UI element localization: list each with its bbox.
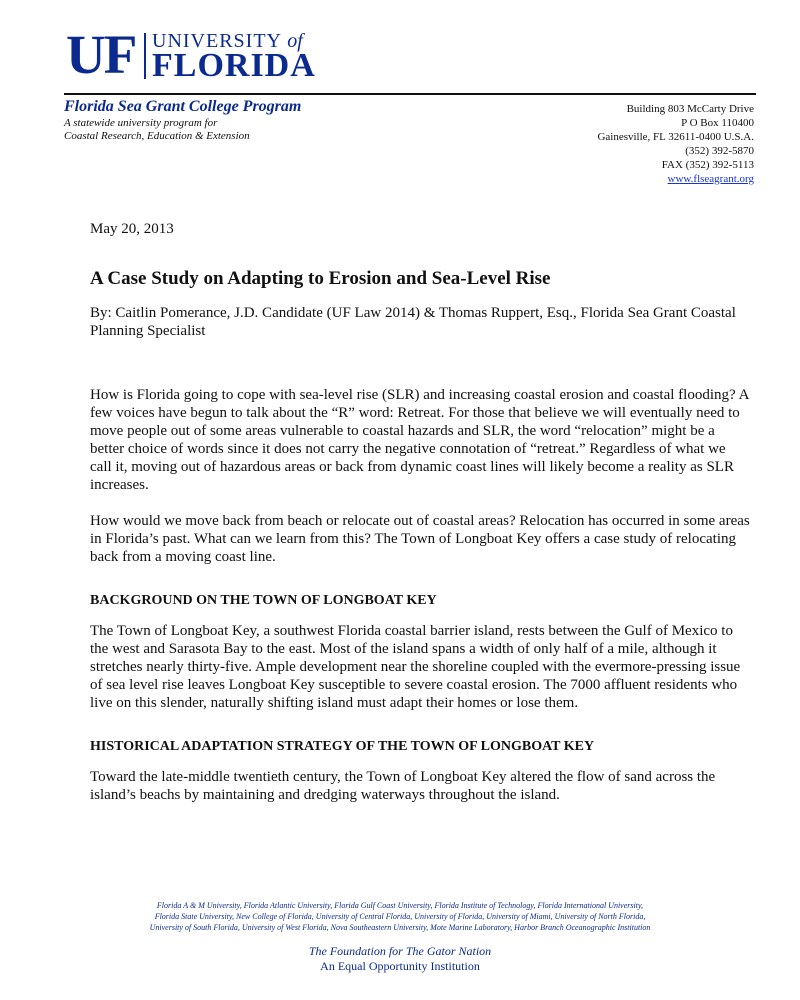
tagline-line: Coastal Research, Education & Extension — [64, 130, 250, 142]
section-heading-background: BACKGROUND ON THE TOWN OF LONGBOAT KEY — [90, 593, 437, 608]
program-tagline — [64, 117, 250, 143]
program-name: Florida Sea Grant College Program — [64, 98, 302, 115]
logo-divider — [144, 33, 146, 79]
uf-logo — [66, 24, 336, 85]
document-title: A Case Study on Adapting to Erosion and Sea-Level Rise — [90, 268, 551, 289]
equal-opportunity-statement: An Equal Opportunity Institution — [320, 959, 480, 973]
section-paragraph: The Town of Longboat Key, a southwest Florida coastal barrier island, rests between the Gulf of Mexico to the west and Sarasota Bay to the east. Most of the island spans a width of only half of a mile, although it stretches nearly thirty-five. Ample development near the shoreline coupled with the evermore-pressing issue of sea level rise leaves Longboat Key susceptible to severe coastal erosion. The 7000 affluent residents who live on this slender, naturally shifting island must adapt their homes or lose them. — [90, 623, 741, 711]
address-line: Gainesville, FL 32611-0400 U.S.A. — [597, 131, 754, 143]
intro-paragraph: How would we move back from beach or relocate out of coastal areas? Relocation has occurred in some areas in Florida’s past. What can we learn from this? The Town of Longboat Key offers a case study of relocating back from a moving coast line. — [90, 513, 750, 565]
footer-motto: The Foundation for The Gator Nation — [308, 944, 492, 958]
letter-date: May 20, 2013 — [90, 221, 174, 237]
mailing-address — [597, 102, 754, 186]
intro-paragraph: How is Florida going to cope with sea-level rise (SLR) and increasing coastal erosion and coastal flooding? A few voices have begun to talk about the “R” word: Retreat. For those that believe we will eventually need to move people out of some areas vulnerable to coastal hazards and SLR, the word “relocation” might be a better choice of words since it does not carry the negative connotation of “retreat.” Regardless of what we call it, moving out of hazardous areas or back from dynamic coast lines will likely become a reality as SLR increases. — [90, 387, 749, 493]
logo-florida-text: FLORIDA — [152, 47, 316, 84]
address-line: Building 803 McCarty Drive — [626, 103, 754, 115]
section-paragraph: Toward the late-middle twentieth century, the Town of Longboat Key altered the flow of sand across the island’s beachs by maintaining and dredging waterways throughout the island. — [90, 769, 716, 803]
universities-line: University of South Florida, University of West Florida, Nova Southeastern University, Mote Marine Laboratory, Harbor Branch Oceanographic Institution — [149, 923, 651, 932]
universities-line: Florida State University, New College of Florida, University of Central Florida, University of Florida, University of Miami, University of North Florida, — [154, 912, 646, 921]
member-universities — [60, 900, 740, 933]
universities-line: Florida A & M University, Florida Atlantic University, Florida Gulf Coast University, Florida Institute of Technology, Florida International University, — [156, 901, 644, 910]
fax-line: FAX (352) 392-5113 — [661, 159, 754, 171]
address-line: P O Box 110400 — [681, 117, 754, 129]
section-heading-historical: HISTORICAL ADAPTATION STRATEGY OF THE TOWN OF LONGBOAT KEY — [90, 739, 595, 754]
letter-body — [90, 220, 750, 822]
logo-university-text: UNIVERSITY of — [152, 30, 303, 52]
website-link[interactable]: www.flseagrant.org — [667, 173, 754, 185]
author-byline: By: Caitlin Pomerance, J.D. Candidate (UF Law 2014) & Thomas Ruppert, Esq., Florida Sea Grant Coastal Planning Specialist — [90, 305, 736, 339]
letterhead-rule — [64, 93, 756, 95]
tagline-line: A statewide university program for — [64, 117, 218, 129]
phone-line: (352) 392-5870 — [685, 145, 754, 157]
logo-uf-mark: UF — [66, 24, 136, 85]
